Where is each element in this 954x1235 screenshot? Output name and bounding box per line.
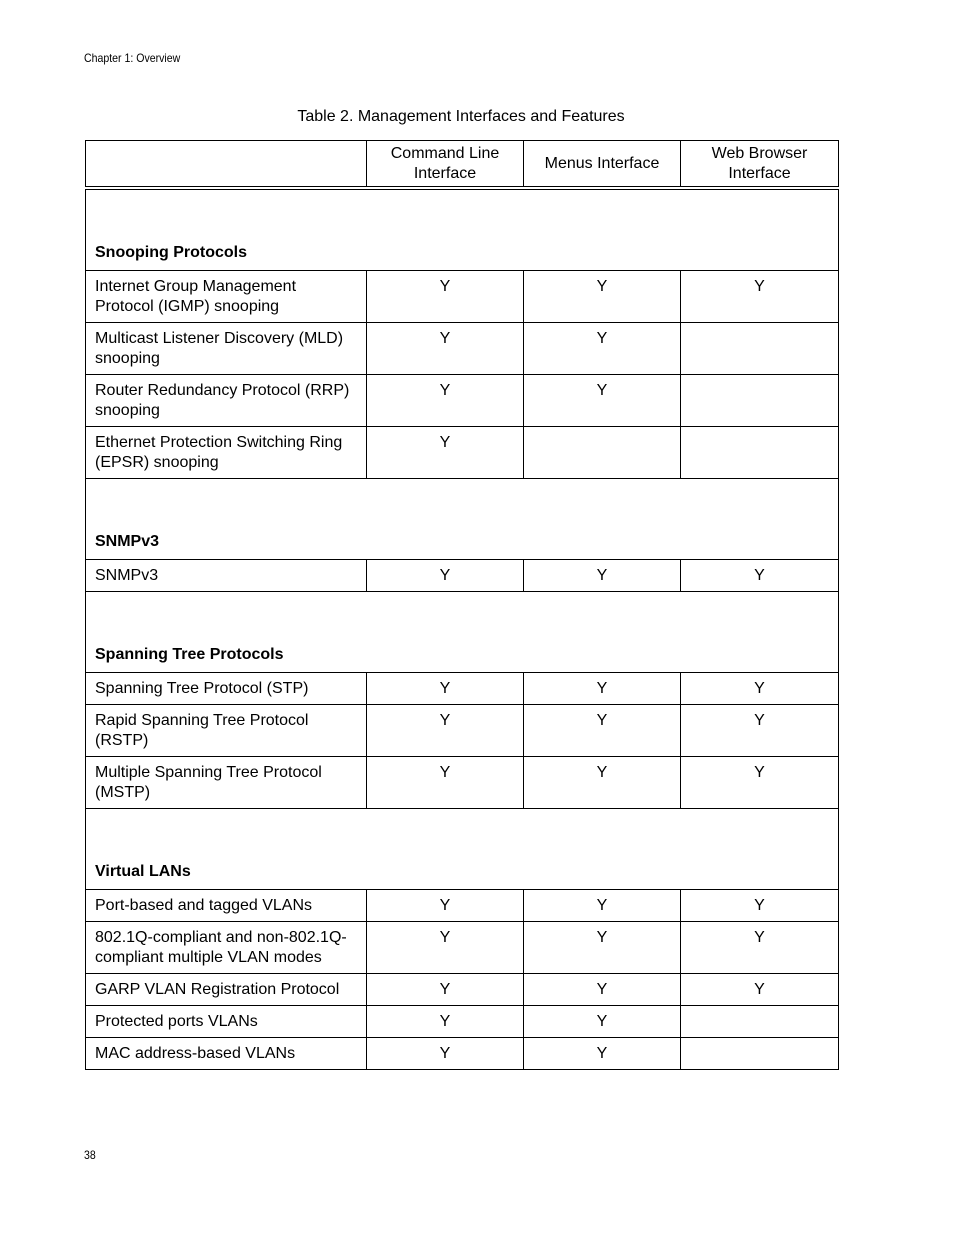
header-feature [86, 141, 367, 189]
cli-support: Y [367, 890, 524, 922]
menus-support: Y [524, 1038, 681, 1070]
table-row [86, 922, 839, 974]
web-support: Y [681, 922, 839, 974]
section-heading: SNMPv3 [86, 479, 839, 560]
section-heading: Spanning Tree Protocols [86, 592, 839, 673]
section-row [86, 479, 839, 560]
menus-support: Y [524, 673, 681, 705]
web-support [681, 427, 839, 479]
table-row [86, 1006, 839, 1038]
menus-support: Y [524, 560, 681, 592]
cli-support: Y [367, 1038, 524, 1070]
header-menus-interface: Menus Interface [524, 141, 681, 189]
web-support [681, 323, 839, 375]
web-support: Y [681, 757, 839, 809]
web-support: Y [681, 560, 839, 592]
table-row [86, 974, 839, 1006]
table-body [86, 188, 839, 1070]
web-support: Y [681, 673, 839, 705]
header-web-browser-interface: Web Browser Interface [681, 141, 839, 189]
cli-support: Y [367, 560, 524, 592]
feature-label: Multiple Spanning Tree Protocol (MSTP) [86, 757, 367, 809]
cli-support: Y [367, 922, 524, 974]
web-support: Y [681, 271, 839, 323]
table-row [86, 375, 839, 427]
web-support [681, 1038, 839, 1070]
menus-support: Y [524, 1006, 681, 1038]
section-heading: Virtual LANs [86, 809, 839, 890]
table-row [86, 673, 839, 705]
running-head: Chapter 1: Overview [84, 51, 181, 65]
menus-support: Y [524, 757, 681, 809]
web-support: Y [681, 705, 839, 757]
feature-label: Protected ports VLANs [86, 1006, 367, 1038]
feature-label: Spanning Tree Protocol (STP) [86, 673, 367, 705]
feature-label: Multicast Listener Discovery (MLD) snooping [86, 323, 367, 375]
menus-support: Y [524, 323, 681, 375]
menus-support: Y [524, 375, 681, 427]
table-row [86, 890, 839, 922]
web-support: Y [681, 974, 839, 1006]
menus-support [524, 427, 681, 479]
table-header [86, 141, 839, 189]
feature-label: SNMPv3 [86, 560, 367, 592]
feature-label: Ethernet Protection Switching Ring (EPSR) snooping [86, 427, 367, 479]
feature-label: Rapid Spanning Tree Protocol (RSTP) [86, 705, 367, 757]
cli-support: Y [367, 271, 524, 323]
table-row [86, 757, 839, 809]
web-support [681, 1006, 839, 1038]
table-row [86, 323, 839, 375]
cli-support: Y [367, 757, 524, 809]
menus-support: Y [524, 271, 681, 323]
header-row [86, 141, 839, 189]
table-caption: Table 2. Management Interfaces and Features [297, 108, 625, 125]
menus-support: Y [524, 922, 681, 974]
section-row [86, 188, 839, 271]
feature-label: Router Redundancy Protocol (RRP) snooping [86, 375, 367, 427]
table-row [86, 560, 839, 592]
cli-support: Y [367, 974, 524, 1006]
cli-support: Y [367, 427, 524, 479]
section-row [86, 592, 839, 673]
cli-support: Y [367, 673, 524, 705]
management-interfaces-table [85, 140, 839, 1070]
table-row [86, 705, 839, 757]
table-row [86, 271, 839, 323]
table-row [86, 427, 839, 479]
feature-label: MAC address-based VLANs [86, 1038, 367, 1070]
feature-label: 802.1Q-compliant and non-802.1Q-compliant multiple VLAN modes [86, 922, 367, 974]
feature-label: Internet Group Management Protocol (IGMP) snooping [86, 271, 367, 323]
cli-support: Y [367, 1006, 524, 1038]
menus-support: Y [524, 974, 681, 1006]
page-number: 38 [84, 1148, 96, 1162]
menus-support: Y [524, 705, 681, 757]
menus-support: Y [524, 890, 681, 922]
cli-support: Y [367, 323, 524, 375]
feature-label: Port-based and tagged VLANs [86, 890, 367, 922]
web-support: Y [681, 890, 839, 922]
section-row [86, 809, 839, 890]
header-command-line-interface: Command Line Interface [367, 141, 524, 189]
section-heading: Snooping Protocols [86, 188, 839, 271]
feature-label: GARP VLAN Registration Protocol [86, 974, 367, 1006]
web-support [681, 375, 839, 427]
cli-support: Y [367, 705, 524, 757]
table-row [86, 1038, 839, 1070]
cli-support: Y [367, 375, 524, 427]
